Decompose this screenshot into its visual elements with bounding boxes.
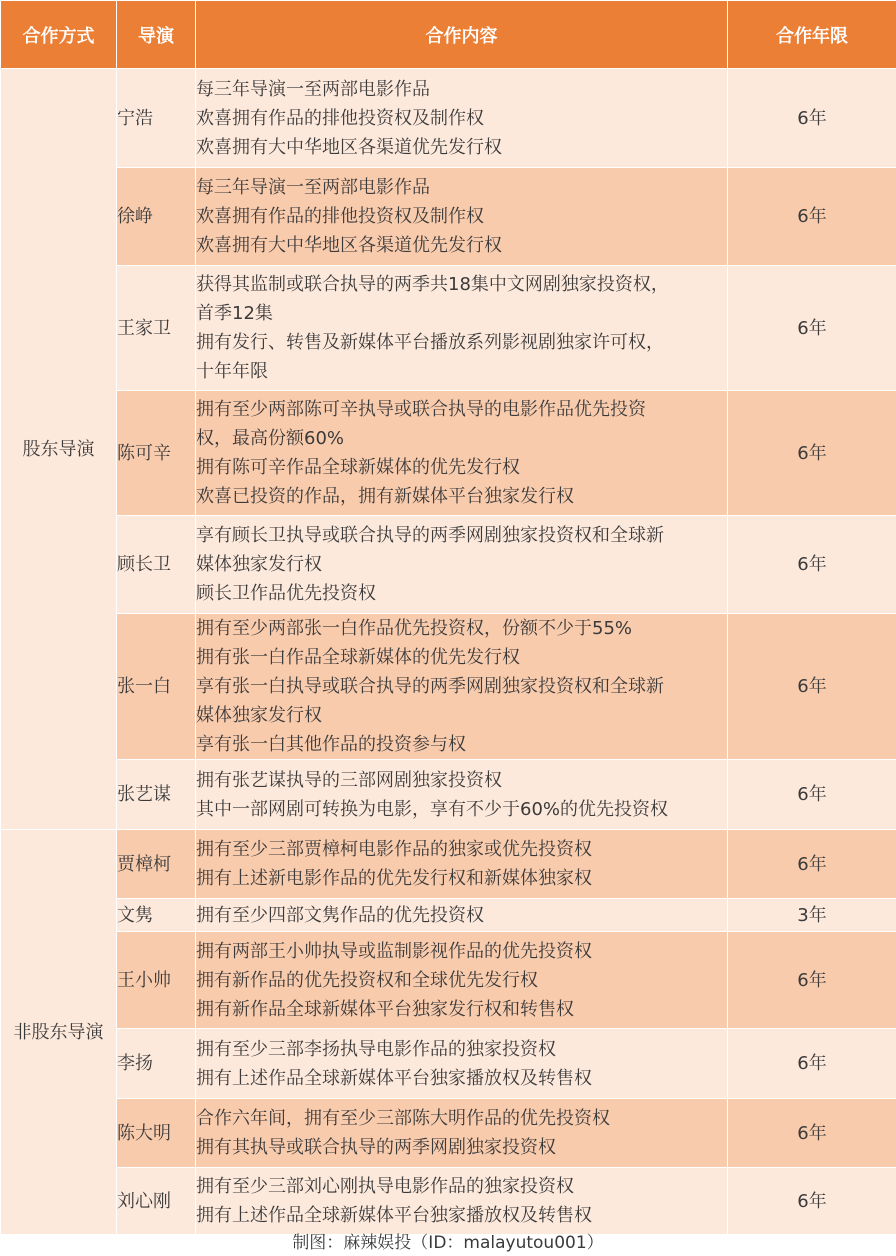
director-name: 徐峥 xyxy=(117,168,196,266)
table-row xyxy=(1,760,896,830)
content-line: 拥有至少两部陈可辛执导或联合执导的电影作品优先投资 xyxy=(196,399,646,420)
director-name: 李扬 xyxy=(117,1029,196,1099)
content-line: 欢喜拥有大中华地区各渠道优先发行权 xyxy=(196,235,502,256)
header-type: 合作方式 xyxy=(1,1,117,69)
cooperation-content xyxy=(196,1168,728,1235)
cooperation-years: 6年 xyxy=(728,1029,896,1099)
table-row xyxy=(1,168,896,266)
cooperation-content xyxy=(196,830,728,899)
cooperation-years: 6年 xyxy=(728,1168,896,1235)
content-line: 欢喜拥有作品的排他投资权及制作权 xyxy=(196,107,484,129)
content-line: 拥有至少三部贾樟柯电影作品的独家或优先投资权 xyxy=(196,839,592,860)
content-line: 每三年导演一至两部电影作品 xyxy=(196,78,430,100)
table-body xyxy=(1,69,896,1235)
table-row xyxy=(1,614,896,760)
header-content: 合作内容 xyxy=(196,1,728,69)
table-row xyxy=(1,1099,896,1168)
content-line: 享有张一白执导或联合执导的两季网剧独家投资权和全球新 xyxy=(196,676,664,697)
table-row xyxy=(1,516,896,614)
table-row xyxy=(1,69,896,168)
content-line: 拥有至少两部张一白作品优先投资权，份额不少于55% xyxy=(196,618,633,639)
director-name: 王小帅 xyxy=(117,932,196,1029)
content-line: 拥有上述作品全球新媒体平台独家播放权及转售权 xyxy=(196,1205,592,1226)
table-row xyxy=(1,266,896,391)
header-years: 合作年限 xyxy=(728,1,896,69)
content-line: 拥有其执导或联合执导的两季网剧独家投资权 xyxy=(196,1137,556,1158)
content-line: 拥有张艺谋执导的三部网剧独家投资权 xyxy=(196,769,502,791)
cooperation-years: 6年 xyxy=(728,266,896,391)
content-line: 拥有至少三部刘心刚执导电影作品的独家投资权 xyxy=(196,1176,574,1197)
cooperation-content xyxy=(196,168,728,266)
content-line: 媒体独家发行权 xyxy=(196,554,322,575)
cooperation-content xyxy=(196,69,728,168)
content-line: 欢喜拥有作品的排他投资权及制作权 xyxy=(196,206,484,227)
table-row xyxy=(1,1029,896,1099)
director-name: 王家卫 xyxy=(117,266,196,391)
director-name: 张艺谋 xyxy=(117,760,196,830)
content-line: 权，最高份额60% xyxy=(196,428,345,449)
cooperation-years: 6年 xyxy=(728,760,896,830)
cooperation-content xyxy=(196,614,728,760)
director-name: 刘心刚 xyxy=(117,1168,196,1235)
cooperation-content xyxy=(196,932,728,1029)
table-row xyxy=(1,830,896,899)
content-line: 合作六年间，拥有至少三部陈大明作品的优先投资权 xyxy=(196,1108,610,1129)
director-name: 陈可辛 xyxy=(117,391,196,516)
content-line: 欢喜已投资的作品，拥有新媒体平台独家发行权 xyxy=(196,486,574,507)
content-line: 十年年限 xyxy=(196,361,268,382)
content-line: 媒体独家发行权 xyxy=(196,705,322,726)
cooperation-years: 6年 xyxy=(728,391,896,516)
cooperation-years: 6年 xyxy=(728,516,896,614)
cooperation-years: 6年 xyxy=(728,830,896,899)
director-name: 宁浩 xyxy=(117,69,196,168)
cooperation-content xyxy=(196,266,728,391)
table-row xyxy=(1,932,896,1029)
cooperation-years: 3年 xyxy=(728,899,896,932)
group-label: 股东导演 xyxy=(1,69,117,830)
table-row xyxy=(1,391,896,516)
director-name: 文隽 xyxy=(117,899,196,932)
footer-credit: 制图：麻辣娱投（ID：malayutou001） xyxy=(292,1233,604,1253)
content-line: 拥有发行、转售及新媒体平台播放系列影视剧独家许可权， xyxy=(196,332,664,353)
content-line: 拥有至少四部文隽作品的优先投资权 xyxy=(196,904,484,926)
content-line: 欢喜拥有大中华地区各渠道优先发行权 xyxy=(196,136,502,158)
cooperation-years: 6年 xyxy=(728,69,896,168)
cooperation-content xyxy=(196,899,728,932)
director-name: 顾长卫 xyxy=(117,516,196,614)
cooperation-content xyxy=(196,516,728,614)
content-line: 拥有至少三部李扬执导电影作品的独家投资权 xyxy=(196,1038,556,1060)
content-line: 拥有陈可辛作品全球新媒体的优先发行权 xyxy=(196,457,520,478)
group-label: 非股东导演 xyxy=(1,830,117,1235)
cooperation-years: 6年 xyxy=(728,932,896,1029)
content-line: 首季12集 xyxy=(196,303,273,324)
director-name: 贾樟柯 xyxy=(117,830,196,899)
header-director: 导演 xyxy=(117,1,196,69)
content-line: 顾长卫作品优先投资权 xyxy=(196,583,376,604)
director-name: 张一白 xyxy=(117,614,196,760)
content-line: 拥有上述新电影作品的优先发行权和新媒体独家权 xyxy=(196,868,592,889)
content-line: 获得其监制或联合执导的两季共18集中文网剧独家投资权， xyxy=(196,274,669,295)
content-line: 每三年导演一至两部电影作品 xyxy=(196,177,430,198)
content-line: 拥有张一白作品全球新媒体的优先发行权 xyxy=(196,647,520,668)
content-line: 拥有上述作品全球新媒体平台独家播放权及转售权 xyxy=(196,1067,592,1089)
content-line: 拥有新作品全球新媒体平台独家发行权和转售权 xyxy=(196,998,574,1020)
content-line: 其中一部网剧可转换为电影，享有不少于60%的优先投资权 xyxy=(196,798,669,820)
table-row xyxy=(1,1168,896,1235)
cooperation-content xyxy=(196,391,728,516)
cooperation-years: 6年 xyxy=(728,168,896,266)
header-row xyxy=(1,1,896,69)
content-line: 享有张一白其他作品的投资参与权 xyxy=(196,734,466,755)
cooperation-content xyxy=(196,760,728,830)
content-line: 拥有两部王小帅执导或监制影视作品的优先投资权 xyxy=(196,940,592,962)
content-line: 拥有新作品的优先投资权和全球优先发行权 xyxy=(196,969,538,991)
cooperation-content xyxy=(196,1099,728,1168)
director-name: 陈大明 xyxy=(117,1099,196,1168)
content-line: 享有顾长卫执导或联合执导的两季网剧独家投资权和全球新 xyxy=(196,525,664,546)
table-row xyxy=(1,899,896,932)
cooperation-content xyxy=(196,1029,728,1099)
cooperation-years: 6年 xyxy=(728,614,896,760)
cooperation-years: 6年 xyxy=(728,1099,896,1168)
